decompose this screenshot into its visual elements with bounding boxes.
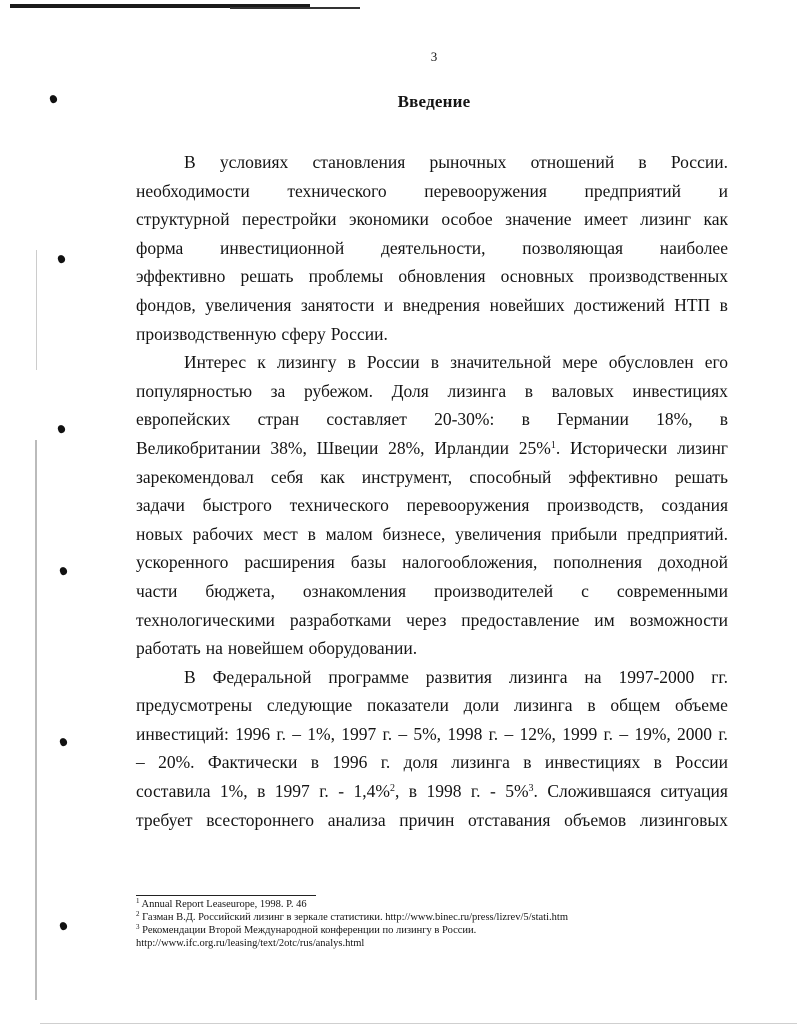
footnote-ref: 3 (528, 783, 534, 795)
text-line: необходимости технического перевооружения предприятий и (136, 180, 728, 201)
paragraph (136, 663, 728, 835)
footnote (136, 924, 736, 937)
paragraph (136, 148, 728, 348)
footnote-text: Газман В.Д. Российский лизинг в зеркале статистики. http://www.binec.ru/press/lizrev/5/stati.htm (142, 912, 568, 923)
text-line: предусмотрены следующие показатели доли лизинга в общем объеме (136, 695, 728, 716)
text-line: фондов, увеличения занятости и внедрения новейших достижений НТП в (136, 294, 728, 315)
text-line: Интерес к лизингу в России в значительной мере обусловлен его (184, 352, 728, 373)
text-line: В Федеральной программе развития лизинга на 1997-2000 гг. (184, 666, 728, 687)
footnote-text: Annual Report Leaseurope, 1998. P. 46 (141, 899, 307, 910)
text-line: требует всестороннего анализа причин отставания объемов лизинговых (136, 809, 728, 830)
footnote-text: http://www.ifc.org.ru/leasing/text/2otc/rus/analys.html (136, 938, 365, 949)
footnote-mark: 2 (136, 910, 140, 918)
punch-hole-mark (57, 424, 66, 434)
footnote-ref: 1 (550, 439, 556, 451)
text-line: задачи быстрого технического перевооружения производств, создания (136, 495, 728, 516)
text-line: популярностью за рубежом. Доля лизинга в валовых инвестициях (136, 380, 728, 401)
paragraph (136, 348, 728, 663)
text-line: эффективно решать проблемы обновления основных производственных (136, 266, 728, 287)
footnote-text: Рекомендации Второй Международной конференции по лизингу в России. (142, 925, 477, 936)
footnote-mark: 1 (136, 897, 140, 905)
text-line: новых рабочих мест в малом бизнесе, увеличения прибыли предприятий. (136, 523, 728, 544)
footnotes (136, 898, 736, 950)
scan-artifact-left (36, 250, 37, 370)
text-line: работать на новейшем оборудовании. (136, 638, 418, 659)
text-line: составила 1%, в 1997 г. - 1,4%$^2$, в 1998 г. - 5%$^3$. Сложившаяся ситуация (136, 781, 728, 802)
footnote (136, 911, 736, 924)
footnote-ref: 2 (389, 783, 395, 795)
text-line: В условиях становления рыночных отношений в России. (184, 152, 728, 172)
scan-artifact-top (230, 7, 360, 9)
page-title: Введение (397, 92, 471, 111)
footnote (136, 937, 736, 950)
text-line: – 20%. Фактически в 1996 г. доля лизинга в инвестициях в России (136, 752, 728, 773)
text-line: форма инвестиционной деятельности, позволяющая наиболее (136, 237, 728, 258)
punch-hole-mark (59, 737, 68, 747)
text-line: европейских стран составляет 20-30%: в Германии 18%, в (136, 409, 728, 430)
footnote-separator (136, 895, 316, 896)
text-line: зарекомендовал себя как инструмент, способный эффективно решать (136, 466, 728, 487)
text-line: Великобритании 38%, Швеции 28%, Ирландии 25%$^1$. Исторически лизинг (136, 437, 728, 458)
text-line: структурной перестройки экономики особое значение имеет лизинг как (136, 209, 728, 230)
page-number: 3 (430, 49, 438, 64)
punch-hole-mark (59, 566, 68, 576)
punch-hole-mark (59, 921, 68, 931)
scan-artifact-left (35, 440, 37, 1000)
text-line: инвестиций: 1996 г. – 1%, 1997 г. – 5%, 1998 г. – 12%, 1999 г. – 19%, 2000 г. (136, 723, 728, 744)
footnote (136, 898, 736, 911)
scan-artifact-bottom (40, 1023, 797, 1024)
document-body (136, 148, 728, 834)
text-line: технологическими разработками через предоставление им возможности (136, 609, 728, 630)
text-line: производственную сферу России. (136, 323, 388, 344)
text-line: части бюджета, ознакомления производителей с современными (136, 580, 728, 601)
punch-hole-mark (57, 254, 66, 264)
footnote-mark: 3 (136, 923, 140, 931)
text-line: ускоренного расширения базы налогообложения, пополнения доходной (136, 552, 728, 573)
